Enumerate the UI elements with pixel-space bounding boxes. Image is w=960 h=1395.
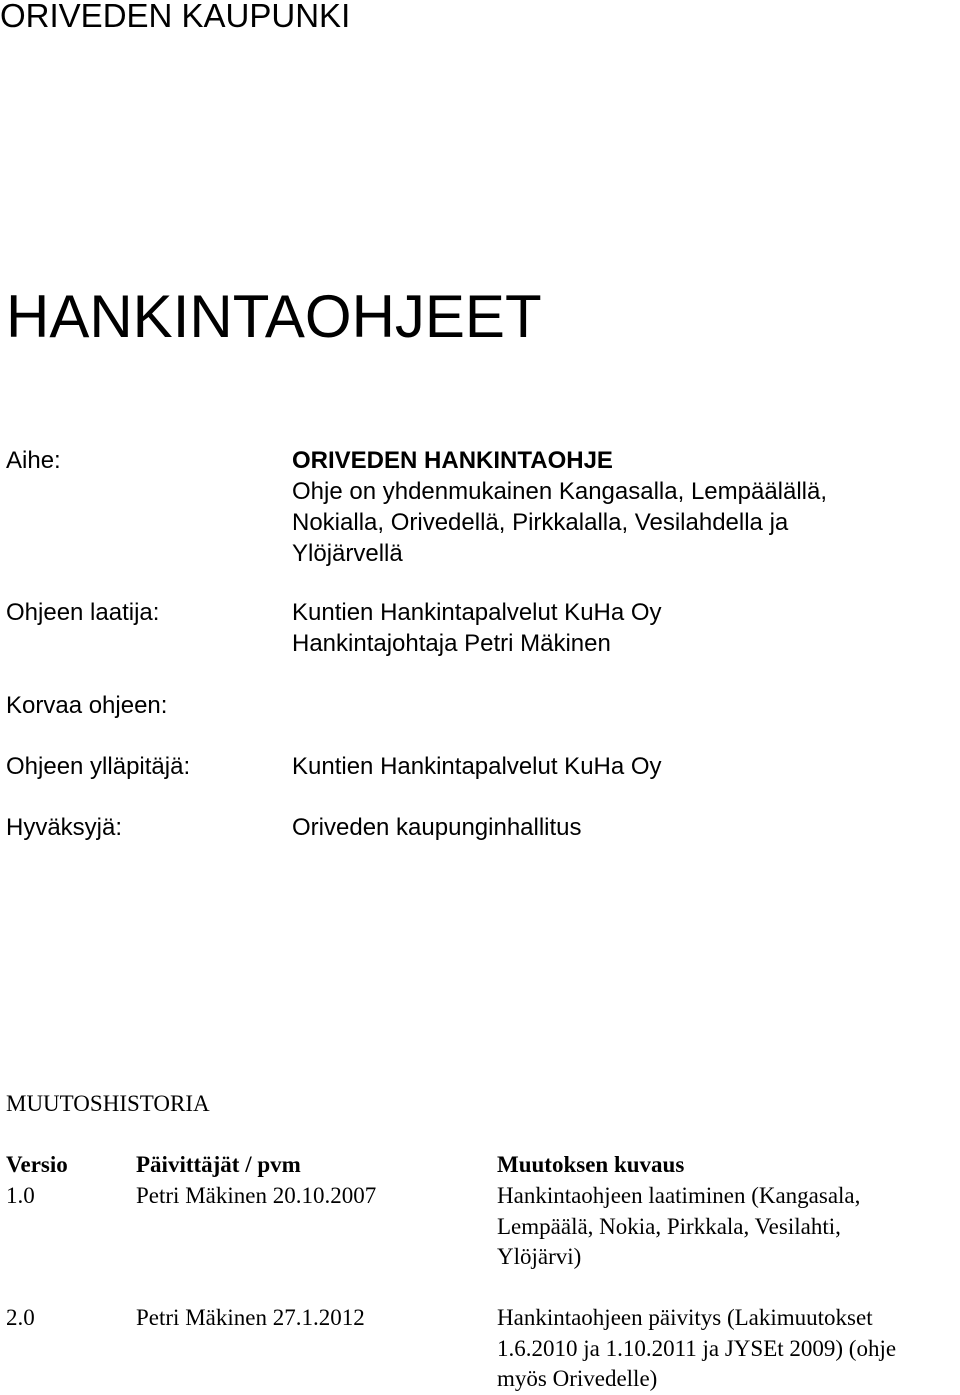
approver-label: Hyväksyjä:: [6, 814, 123, 841]
subject-label: Aihe:: [6, 447, 61, 474]
subject-line-4: Ylöjärvellä: [292, 540, 403, 567]
maintainer-value: Kuntien Hankintapalvelut KuHa Oy: [292, 753, 662, 780]
document-title: HANKINTAOHJEET: [6, 283, 542, 350]
author-line-2: Hankintajohtaja Petri Mäkinen: [292, 630, 611, 657]
history-row-1-description: [497, 1181, 860, 1273]
history-row-2-version: 2.0: [6, 1305, 35, 1330]
history-row-2-updater: Petri Mäkinen 27.1.2012: [136, 1305, 365, 1330]
author-line-1: Kuntien Hankintapalvelut KuHa Oy: [292, 599, 662, 626]
subject-line-1: ORIVEDEN HANKINTAOHJE: [292, 447, 613, 474]
history-heading: MUUTOSHISTORIA: [6, 1091, 210, 1116]
history-row-1-version: 1.0: [6, 1183, 35, 1208]
subject-value: [292, 445, 827, 569]
history-header-updater: Päivittäjät / pvm: [136, 1152, 301, 1177]
maintainer-label: Ohjeen ylläpitäjä:: [6, 753, 191, 780]
history-row-2-description: [497, 1303, 896, 1395]
history-row-2-desc-line-3: myös Orivedelle): [497, 1366, 658, 1391]
history-header-version: Versio: [6, 1152, 68, 1177]
author-label: Ohjeen laatija:: [6, 599, 160, 626]
history-row-1-desc-line-1: Hankintaohjeen laatiminen (Kangasala,: [497, 1183, 861, 1208]
history-row-1-updater: Petri Mäkinen 20.10.2007: [136, 1183, 377, 1208]
author-value: [292, 597, 662, 659]
history-row-1-desc-line-2: Lempäälä, Nokia, Pirkkala, Vesilahti,: [497, 1213, 841, 1239]
subject-line-3: Nokialla, Orivedellä, Pirkkalalla, Vesilahdella ja: [292, 509, 789, 536]
history-row-1-desc-line-3: Ylöjärvi): [497, 1244, 582, 1269]
history-header-description: Muutoksen kuvaus: [497, 1152, 685, 1177]
approver-value: Oriveden kaupunginhallitus: [292, 814, 582, 841]
subject-line-2: Ohje on yhdenmukainen Kangasalla, Lempäälällä,: [292, 478, 828, 505]
replaces-label: Korvaa ohjeen:: [6, 692, 168, 719]
history-row-2-desc-line-1: Hankintaohjeen päivitys (Lakimuutokset: [497, 1305, 873, 1330]
history-row-2-desc-line-2: 1.6.2010 ja 1.10.2011 ja JYSEt 2009) (ohje: [497, 1335, 897, 1361]
organization-name: ORIVEDEN KAUPUNKI: [0, 0, 351, 34]
